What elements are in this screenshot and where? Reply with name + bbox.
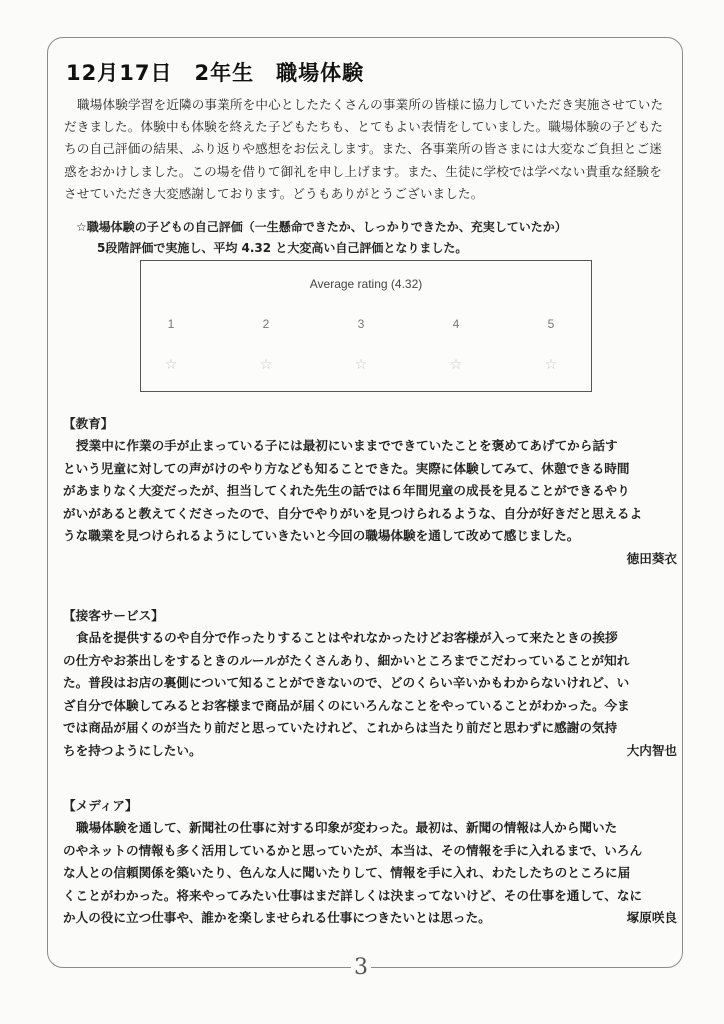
rating-scale-label: 1	[167, 317, 175, 331]
intro-line: だきました。体験中も体験を終えた子どもたちも、とてもよい表情をしていました。職場体験の子どもた	[64, 119, 663, 135]
section-line: か人の役に立つ仕事や、誰かを楽しませられる仕事につきたいとは思った。	[63, 910, 491, 926]
section-line: 職場体験を通して、新聞社の仕事に対する印象が変わった。最初は、新聞の情報は人から聞いた	[76, 820, 618, 835]
section-line: ちを持つようにしたい。	[63, 742, 202, 758]
section-line: のやネットの情報も多く活用しているかと思っていたが、本当は、その情報を手に入れるまで、いろん	[63, 842, 643, 858]
section-heading: 【接客サービス】	[63, 608, 164, 623]
section-line: ざ自分で体験してみるとお客様まで商品が届くのにいろんなことをやっていることがわかった。今ま	[63, 697, 630, 713]
section-line: な人との信頼関係を築いたり、色んな人に聞いたりして、情報を手に入れ、わたしたちのところに届	[63, 865, 631, 881]
section-line: 食品を提供するのや自分で作ったりすることはやれなかったけどお客様が入って来たときの挨拶	[76, 630, 618, 645]
rating-star-icon: ☆	[164, 357, 178, 373]
title-grade: 2年生	[194, 61, 255, 85]
section-line: がいがあると教えてくださったので、自分でやりがいを見つけられるような、自分が好きだと思えるよ	[63, 505, 643, 521]
section-line: の仕方やお茶出しをするときのルールがたくさんあり、細かいところまでこだわっていることが知れ	[63, 652, 630, 668]
rating-star-icon: ☆	[449, 357, 463, 373]
intro-line: ちの自己評価の結果、ふり返りや感想をお伝えします。また、各事業所の皆さまには大変なご負担とご迷	[64, 141, 662, 157]
intro-line: 惑をおかけしました。この場を借りて御礼を申し上げます。また、生徒に学校では学べない貴重な経験を	[64, 163, 662, 179]
average-rating-widget	[140, 260, 592, 392]
rating-title: Average rating (4.32)	[309, 277, 423, 291]
author-signature: 塚原咲良	[626, 910, 677, 926]
page-title	[66, 57, 386, 87]
rating-star-icon: ☆	[354, 357, 368, 373]
rating-star-icon: ☆	[544, 357, 558, 373]
title-date: 12月17日	[66, 61, 173, 85]
rating-scale-label: 5	[547, 317, 555, 331]
rating-scale-label: 2	[262, 317, 270, 331]
section-line: では商品が届くのが当たり前だと思っていたけれど、これからは当たり前だと思わずに感謝の気持	[63, 720, 618, 736]
author-signature: 大内智也	[626, 742, 677, 758]
intro-line: 職場体験学習を近隣の事業所を中心としたたくさんの事業所の皆様に協力していただき実施させていた	[77, 97, 664, 112]
intro-paragraph	[64, 94, 676, 205]
section-heading: 【教育】	[63, 416, 114, 431]
section-customer-service	[63, 605, 677, 763]
section-education	[63, 413, 677, 571]
section-line: うな職業を見つけられるようにしていきたいと今回の職場体験を通して改めて感じました。	[63, 528, 580, 544]
title-topic: 職場体験	[276, 61, 365, 85]
rating-scale-label: 3	[357, 317, 365, 331]
evaluation-heading: ☆職場体験の子どもの自己評価（一生懸命できたか、しっかりできたか、充実していたか）	[76, 220, 567, 234]
section-heading: 【メディア】	[63, 798, 138, 813]
rating-star-icon: ☆	[259, 357, 273, 373]
page-number: 3	[351, 955, 371, 980]
section-line: くことがわかった。将来やってみたい仕事はまだ詳しくは決まってないけど、その仕事を通して、なに	[63, 887, 643, 903]
evaluation-summary: 5段階評価で実施し、平均 4.32 と大変高い自己評価となりました。	[97, 241, 468, 255]
intro-line: させていただき大変感謝しております。どうもありがとうございました。	[64, 185, 484, 201]
section-line: という児童に対しての声がけのやり方なども知ることできた。実際に体験してみて、休憩できる時間	[63, 460, 630, 476]
section-line: た。普段はお店の裏側について知ることができないので、どのくらい辛いかもわからないけれど、い	[63, 675, 630, 691]
rating-scale-label: 4	[452, 317, 460, 331]
section-line: 授業中に作業の手が止まっている子には最初にいままでできていたことを褒めてあげてから話す	[76, 438, 618, 453]
section-line: があまりなく大変だったが、担当してくれた先生の話では６年間児童の成長を見ることができるやり	[63, 483, 630, 499]
section-media	[63, 795, 677, 930]
author-signature: 徳田葵衣	[626, 550, 677, 566]
